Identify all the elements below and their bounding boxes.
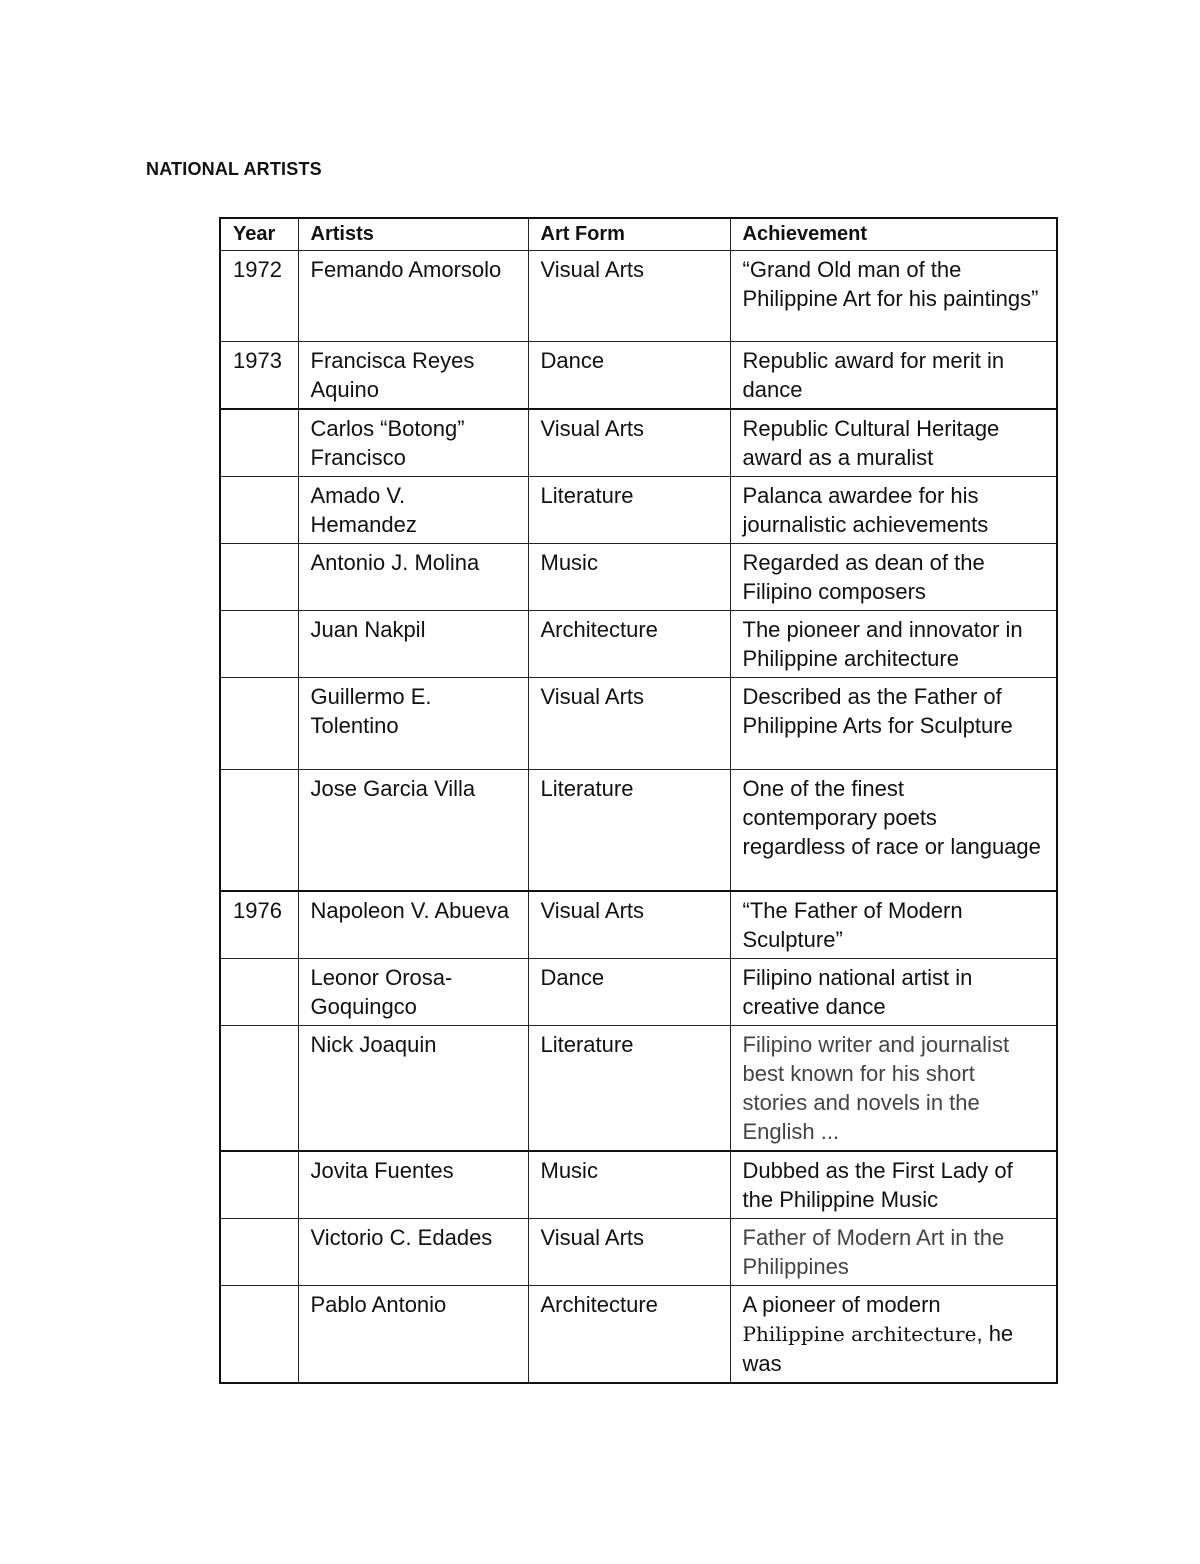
- national-artists-table: [219, 217, 1058, 1384]
- cell-art-form: Visual Arts: [528, 1218, 730, 1285]
- achievement-text-part: A pioneer of modern: [742, 1291, 941, 1317]
- cell-year: [220, 1151, 298, 1219]
- table-row: [220, 891, 1057, 959]
- cell-artist: Amado V. Hemandez: [298, 477, 528, 544]
- cell-year: [220, 1218, 298, 1285]
- cell-achievement: “Grand Old man of the Philippine Art for his paintings”: [730, 251, 1057, 342]
- cell-achievement: The pioneer and innovator in Philippine architecture: [730, 611, 1057, 678]
- cell-artist: Pablo Antonio: [298, 1285, 528, 1383]
- table-row: [220, 409, 1057, 477]
- achievement-text-part: , he was: [742, 1320, 1014, 1376]
- cell-artist: Francisca Reyes Aquino: [298, 342, 528, 410]
- cell-art-form: Visual Arts: [528, 251, 730, 342]
- header-artists: Artists: [298, 218, 528, 251]
- header-year: Year: [220, 218, 298, 251]
- header-art-form: Art Form: [528, 218, 730, 251]
- cell-art-form: Literature: [528, 1025, 730, 1151]
- cell-year: [220, 544, 298, 611]
- table-row: [220, 678, 1057, 770]
- header-achievement: Achievement: [730, 218, 1057, 251]
- cell-artist: Guillermo E. Tolentino: [298, 678, 528, 770]
- cell-achievement: Republic Cultural Heritage award as a muralist: [730, 409, 1057, 477]
- cell-art-form: Visual Arts: [528, 409, 730, 477]
- cell-achievement: Palanca awardee for his journalistic achievements: [730, 477, 1057, 544]
- cell-artist: Nick Joaquin: [298, 1025, 528, 1151]
- table-row: [220, 1218, 1057, 1285]
- table-row: [220, 251, 1057, 342]
- table-row: [220, 1285, 1057, 1383]
- cell-year: [220, 477, 298, 544]
- cell-art-form: Music: [528, 1151, 730, 1219]
- cell-achievement: Filipino writer and journalist best known for his short stories and novels in the English ...: [730, 1025, 1057, 1151]
- cell-art-form: Literature: [528, 477, 730, 544]
- cell-artist: Femando Amorsolo: [298, 251, 528, 342]
- cell-art-form: Literature: [528, 770, 730, 891]
- cell-artist: Leonor Orosa-Goquingco: [298, 958, 528, 1025]
- cell-year: 1972: [220, 251, 298, 342]
- cell-year: 1976: [220, 891, 298, 959]
- cell-artist: Carlos “Botong” Francisco: [298, 409, 528, 477]
- cell-artist: Jovita Fuentes: [298, 1151, 528, 1219]
- cell-art-form: Architecture: [528, 611, 730, 678]
- cell-achievement: Republic award for merit in dance: [730, 342, 1057, 410]
- cell-year: [220, 611, 298, 678]
- cell-artist: Jose Garcia Villa: [298, 770, 528, 891]
- cell-achievement: “The Father of Modern Sculpture”: [730, 891, 1057, 959]
- table-row: [220, 958, 1057, 1025]
- cell-year: [220, 1025, 298, 1151]
- table-row: [220, 1151, 1057, 1219]
- cell-artist: Napoleon V. Abueva: [298, 891, 528, 959]
- table-row: [220, 770, 1057, 891]
- cell-achievement: One of the finest contemporary poets regardless of race or language: [730, 770, 1057, 891]
- cell-year: [220, 409, 298, 477]
- table-row: [220, 611, 1057, 678]
- page-title: NATIONAL ARTISTS: [146, 159, 322, 179]
- cell-year: [220, 1285, 298, 1383]
- cell-art-form: Visual Arts: [528, 891, 730, 959]
- cell-achievement: Father of Modern Art in the Philippines: [730, 1218, 1057, 1285]
- cell-year: [220, 958, 298, 1025]
- table-row: [220, 342, 1057, 410]
- cell-achievement: Regarded as dean of the Filipino composers: [730, 544, 1057, 611]
- cell-year: [220, 770, 298, 891]
- cell-achievement: Described as the Father of Philippine Arts for Sculpture: [730, 678, 1057, 770]
- cell-art-form: Music: [528, 544, 730, 611]
- table-row: [220, 544, 1057, 611]
- cell-artist: Victorio C. Edades: [298, 1218, 528, 1285]
- cell-art-form: Visual Arts: [528, 678, 730, 770]
- cell-achievement: Dubbed as the First Lady of the Philippine Music: [730, 1151, 1057, 1219]
- cell-year: 1973: [220, 342, 298, 410]
- table-row: [220, 477, 1057, 544]
- cell-art-form: Dance: [528, 958, 730, 1025]
- table-header-row: [220, 218, 1057, 251]
- cell-achievement: Filipino national artist in creative dance: [730, 958, 1057, 1025]
- table-row: [220, 1025, 1057, 1151]
- cell-art-form: Dance: [528, 342, 730, 410]
- achievement-text-part: Philippine architecture: [742, 1321, 977, 1346]
- cell-artist: Juan Nakpil: [298, 611, 528, 678]
- cell-artist: Antonio J. Molina: [298, 544, 528, 611]
- cell-year: [220, 678, 298, 770]
- cell-achievement: [730, 1285, 1057, 1383]
- cell-art-form: Architecture: [528, 1285, 730, 1383]
